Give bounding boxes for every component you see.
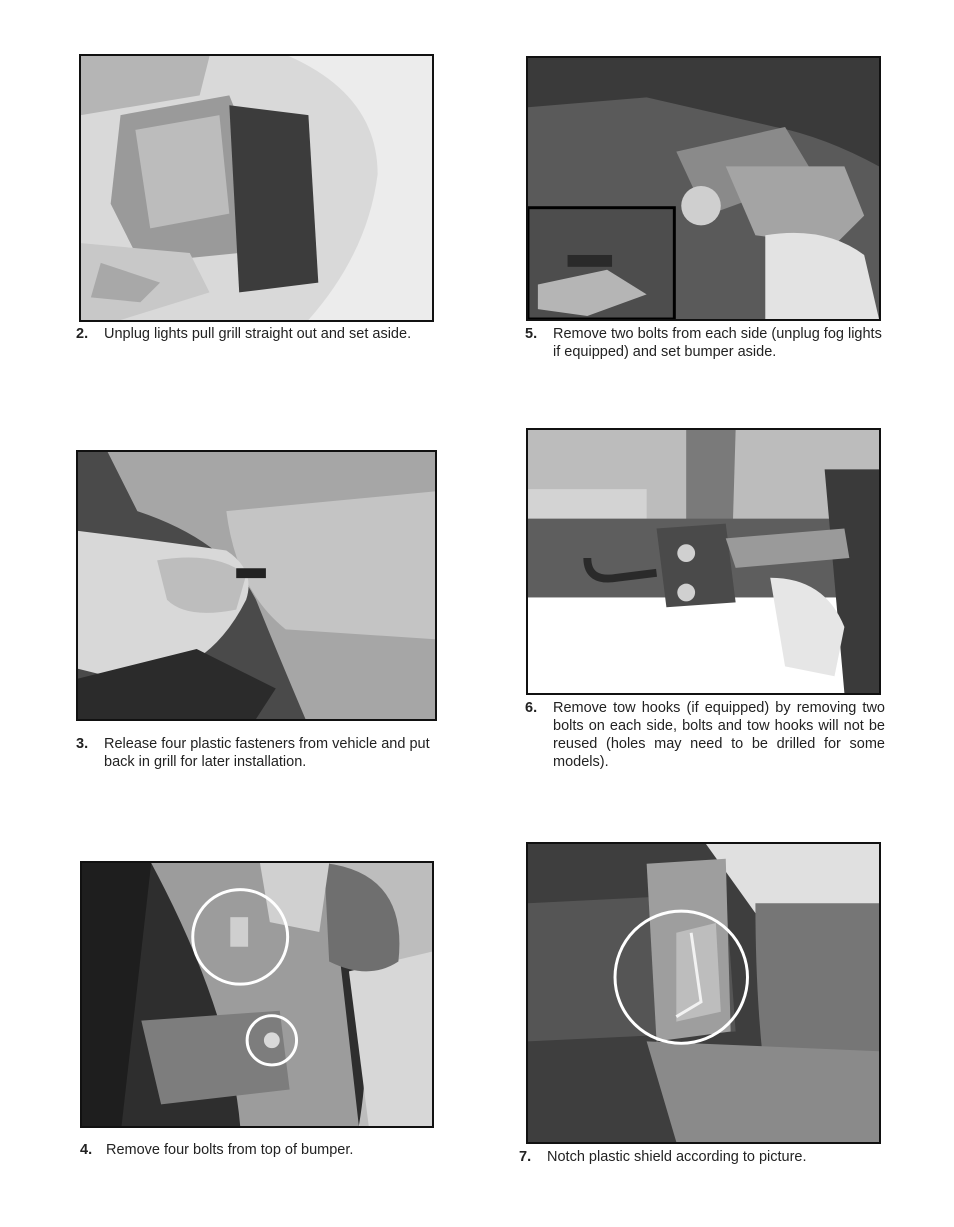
step-text: Release four plastic fasteners from vehicle and put back in grill for later installation.	[104, 736, 430, 770]
step-6-caption	[525, 699, 885, 771]
step-text: Remove tow hooks (if equipped) by removing two bolts on each side, bolts and tow hooks will not be reused (holes may need to be drilled for some models).	[553, 700, 885, 770]
grill-removal-photo	[79, 54, 434, 322]
step-7-caption	[519, 1148, 885, 1166]
bumper-side-bolts-photo	[526, 56, 881, 321]
step-3-caption	[76, 735, 436, 771]
step-number: 7.	[519, 1149, 532, 1165]
bumper-top-bolts-photo	[80, 861, 434, 1128]
step-2-caption	[76, 325, 436, 343]
step-4-caption	[80, 1141, 436, 1159]
step-number: 5.	[525, 326, 538, 342]
step-number: 6.	[525, 700, 538, 716]
step-number: 4.	[80, 1142, 93, 1158]
step-number: 2.	[76, 326, 89, 342]
tow-hook-removal-photo	[526, 428, 881, 695]
step-text: Notch plastic shield according to picture.	[547, 1149, 807, 1165]
step-text: Remove four bolts from top of bumper.	[106, 1142, 354, 1158]
step-text: Unplug lights pull grill straight out and set aside.	[104, 326, 412, 342]
plastic-fastener-photo	[76, 450, 437, 721]
step-text: Remove two bolts from each side (unplug fog lights if equipped) and set bumper aside.	[553, 326, 882, 360]
step-5-caption	[525, 325, 885, 361]
step-number: 3.	[76, 736, 89, 752]
plastic-shield-notch-photo	[526, 842, 881, 1144]
